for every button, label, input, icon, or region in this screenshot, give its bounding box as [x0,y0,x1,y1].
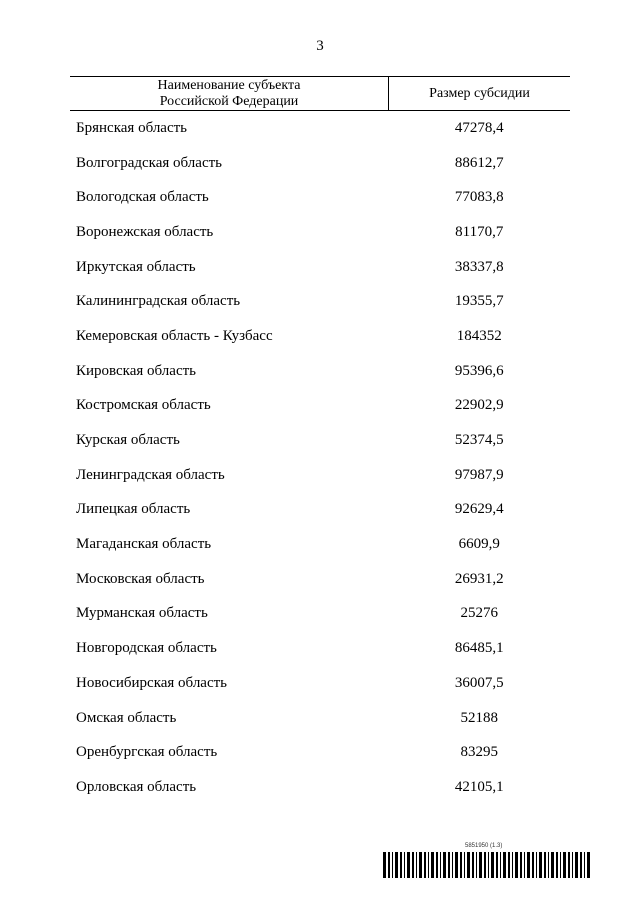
table-body [70,111,570,805]
subsidy-amount-cell: 26931,2 [454,570,504,587]
subsidy-amount-cell: 6609,9 [458,536,500,553]
column-header-region-line1: Наименование субъекта [157,77,301,93]
subsidy-amount-cell: 36007,5 [454,674,504,691]
subsidy-amount-cell: 19355,7 [454,293,504,310]
subsidy-amount-cell: 97987,9 [454,466,504,483]
region-name-cell: Новосибирская область [76,674,228,691]
table-row [70,389,570,424]
region-name-cell: Калининградская область [76,293,241,310]
region-name-cell: Магаданская область [76,536,212,553]
subsidy-amount-cell: 81170,7 [455,223,504,240]
region-name-cell: Курская область [76,432,180,449]
region-name-cell: Ленинградская область [76,466,225,483]
subsidy-amount-cell: 86485,1 [454,640,504,657]
table-row [70,770,570,805]
subsidy-amount-cell: 184352 [456,327,502,344]
document-barcode [383,843,591,879]
subsidy-amount-cell: 92629,4 [454,501,504,518]
table-row [70,215,570,250]
region-name-cell: Липецкая область [76,501,191,518]
table-row [70,527,570,562]
region-name-cell: Новгородская область [76,640,217,657]
table-row [70,631,570,666]
region-name-cell: Московская область [76,570,205,587]
page-number: 3 [316,38,324,54]
table-row [70,701,570,736]
region-name-cell: Оренбургская область [76,744,218,761]
table-row [70,458,570,493]
table-header-row [70,77,570,111]
subsidy-amount-cell: 42105,1 [454,778,504,795]
barcode-label: 5851950 (1.3) [465,843,503,849]
table-row [70,493,570,528]
subsidy-amount-cell: 22902,9 [454,397,504,414]
table-row [70,180,570,215]
region-name-cell: Омская область [76,709,177,726]
barcode-image [383,852,591,878]
table-row [70,111,570,146]
region-name-cell: Костромская область [76,397,211,414]
region-name-cell: Вологодская область [76,189,209,206]
region-name-cell: Орловская область [76,778,197,795]
region-name-cell: Кемеровская область - Кузбасс [76,327,273,344]
table-row [70,250,570,285]
table-row [70,423,570,458]
subsidy-amount-cell: 95396,6 [454,362,504,379]
region-name-cell: Иркутская область [76,258,196,275]
subsidy-amount-cell: 83295 [460,744,498,761]
region-name-cell: Воронежская область [76,223,214,240]
subsidy-amount-cell: 38337,8 [454,258,504,275]
table-row [70,562,570,597]
subsidy-amount-cell: 52188 [460,709,498,726]
table-row [70,666,570,701]
region-name-cell: Брянская область [76,119,188,136]
column-header-region-line2: Российской Федерации [159,93,299,109]
subsidy-table [70,76,570,805]
region-name-cell: Волгоградская область [76,154,222,171]
subsidy-amount-cell: 77083,8 [454,189,504,206]
subsidy-amount-cell: 25276 [460,605,498,622]
region-name-cell: Мурманская область [76,605,208,622]
subsidy-amount-cell: 47278,4 [454,119,504,136]
column-header-amount: Размер субсидии [389,77,571,111]
table-row [70,597,570,632]
subsidy-amount-cell: 88612,7 [454,154,504,171]
table-row [70,146,570,181]
column-header-region [70,77,389,111]
table-row [70,319,570,354]
table-row [70,735,570,770]
table-row [70,354,570,389]
region-name-cell: Кировская область [76,362,197,379]
subsidy-amount-cell: 52374,5 [454,432,504,449]
table-row [70,284,570,319]
